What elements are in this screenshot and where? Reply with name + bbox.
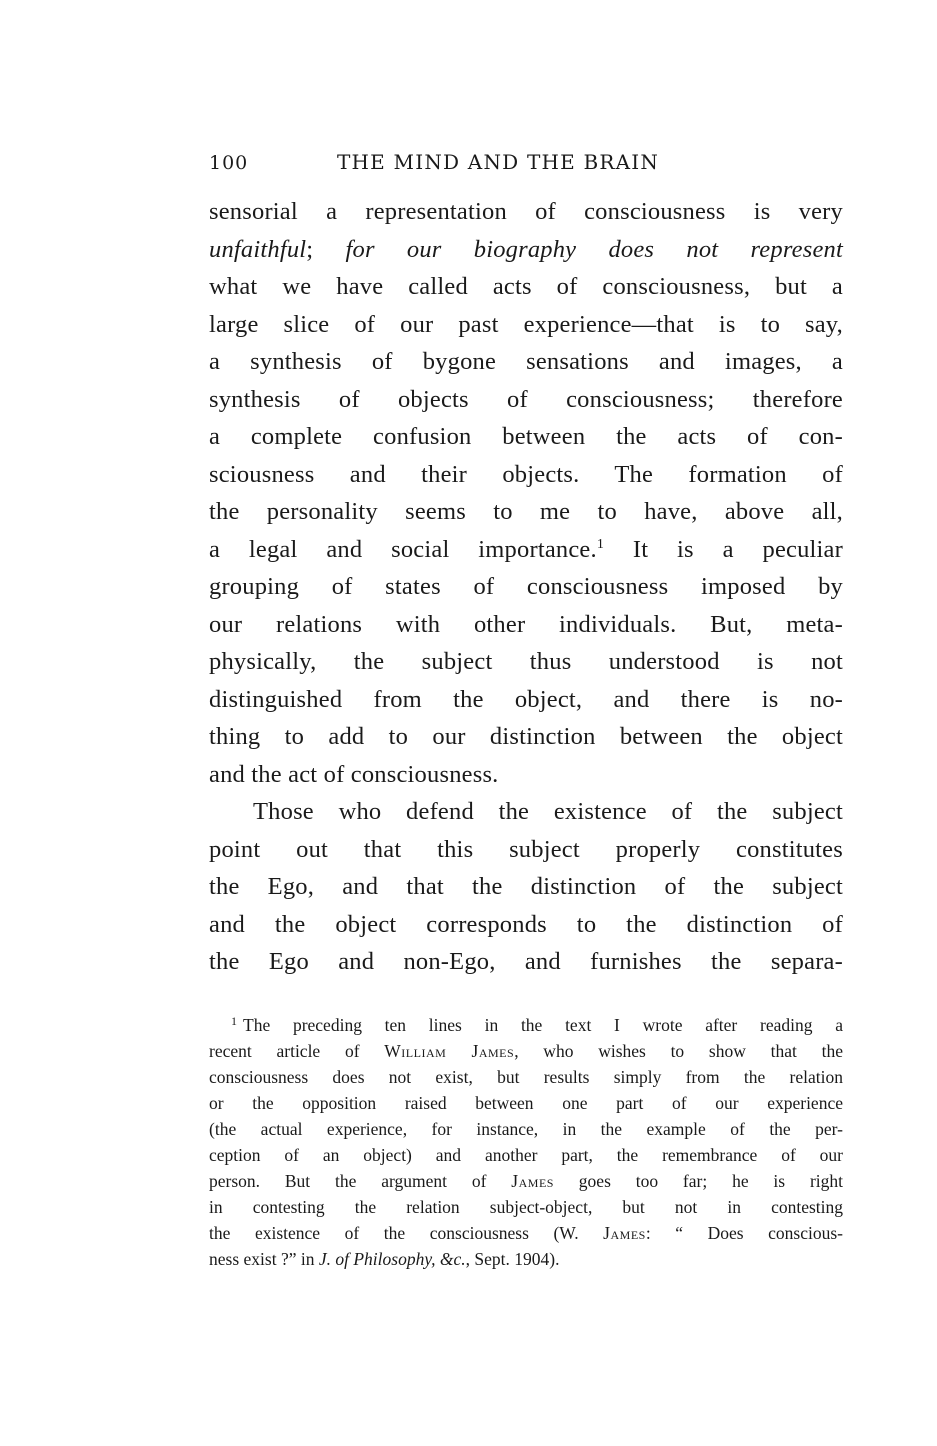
footnote-line bbox=[209, 1220, 843, 1246]
text-fragment: ; bbox=[306, 235, 346, 263]
text-line: distinguished from the object, and there is no- bbox=[209, 685, 843, 713]
text-fragment: , Sept. 1904). bbox=[465, 1249, 560, 1269]
author-name: James bbox=[603, 1223, 646, 1243]
text-line: and the object corresponds to the distinction of bbox=[209, 910, 843, 938]
text-fragment: person. But the argument of bbox=[209, 1171, 512, 1191]
text-fragment: goes too far; he is right bbox=[553, 1171, 844, 1191]
footnote-line: or the opposition raised between one part of our experience bbox=[209, 1093, 843, 1113]
paragraph-start-line: Those who defend the existence of the subject bbox=[253, 798, 843, 825]
text-line: and the act of consciousness. bbox=[209, 760, 499, 788]
text-line: grouping of states of consciousness imposed by bbox=[209, 573, 843, 600]
page-number: 100 bbox=[209, 152, 249, 174]
text-line bbox=[209, 531, 843, 569]
text-line: large slice of our past experience—that is to say, bbox=[209, 310, 843, 338]
author-name: James bbox=[511, 1171, 554, 1191]
text-fragment: ness exist ?” in bbox=[209, 1249, 319, 1269]
text-fragment: : “ Does conscious- bbox=[645, 1223, 843, 1243]
text-fragment: a legal and social importance. bbox=[209, 535, 597, 563]
footnote-block bbox=[209, 1012, 843, 1272]
footnote-line: consciousness does not exist, but results simply from the relation bbox=[209, 1067, 843, 1087]
body-text bbox=[209, 193, 843, 981]
footnote-line bbox=[209, 1168, 843, 1194]
footnote-marker: 1 bbox=[231, 1014, 237, 1028]
running-title: THE MIND AND THE BRAIN bbox=[337, 150, 660, 174]
footnote-line bbox=[209, 1246, 843, 1272]
text-fragment: The preceding ten lines in the text I wrote after reading a bbox=[243, 1015, 843, 1035]
footnote-reference[interactable]: 1 bbox=[596, 536, 605, 552]
text-line: synthesis of objects of consciousness; therefore bbox=[209, 385, 843, 413]
text-line: thing to add to our distinction between the object bbox=[209, 723, 843, 750]
text-fragment: , who wishes to show that the bbox=[514, 1041, 843, 1061]
emphasis: for our biography does not represent bbox=[345, 235, 843, 263]
emphasis: unfaithful bbox=[209, 235, 307, 263]
footnote-line bbox=[209, 1038, 843, 1064]
footnote-line bbox=[209, 1012, 843, 1038]
footnote-line: (the actual experience, for instance, in the example of the per- bbox=[209, 1119, 843, 1139]
footnote-line: in contesting the relation subject-object, but not in contesting bbox=[209, 1197, 843, 1217]
text-line: what we have called acts of consciousness, but a bbox=[209, 273, 843, 300]
text-line: the Ego, and that the distinction of the subject bbox=[209, 873, 843, 900]
text-line: physically, the subject thus understood is not bbox=[209, 648, 843, 675]
text-line: the Ego and non-Ego, and furnishes the separa- bbox=[209, 948, 843, 975]
text-fragment: the existence of the consciousness (W. bbox=[209, 1223, 604, 1243]
author-name: William James bbox=[384, 1041, 515, 1061]
text-line bbox=[209, 231, 843, 269]
journal-title: J. of Philosophy, &c. bbox=[318, 1249, 466, 1269]
text-line: our relations with other individuals. But, meta- bbox=[209, 610, 843, 638]
text-fragment: recent article of bbox=[209, 1041, 385, 1061]
text-line: sensorial a representation of consciousness is very bbox=[209, 198, 843, 225]
running-head bbox=[209, 150, 843, 176]
text-line: a complete confusion between the acts of con- bbox=[209, 423, 843, 450]
text-fragment: It is a peculiar bbox=[604, 535, 843, 563]
footnote-line: ception of an object) and another part, the remembrance of our bbox=[209, 1145, 843, 1165]
text-line: point out that this subject properly constitutes bbox=[209, 835, 843, 863]
text-line: the personality seems to me to have, above all, bbox=[209, 498, 843, 525]
text-line: a synthesis of bygone sensations and images, a bbox=[209, 348, 843, 375]
text-line: sciousness and their objects. The formation of bbox=[209, 460, 843, 488]
